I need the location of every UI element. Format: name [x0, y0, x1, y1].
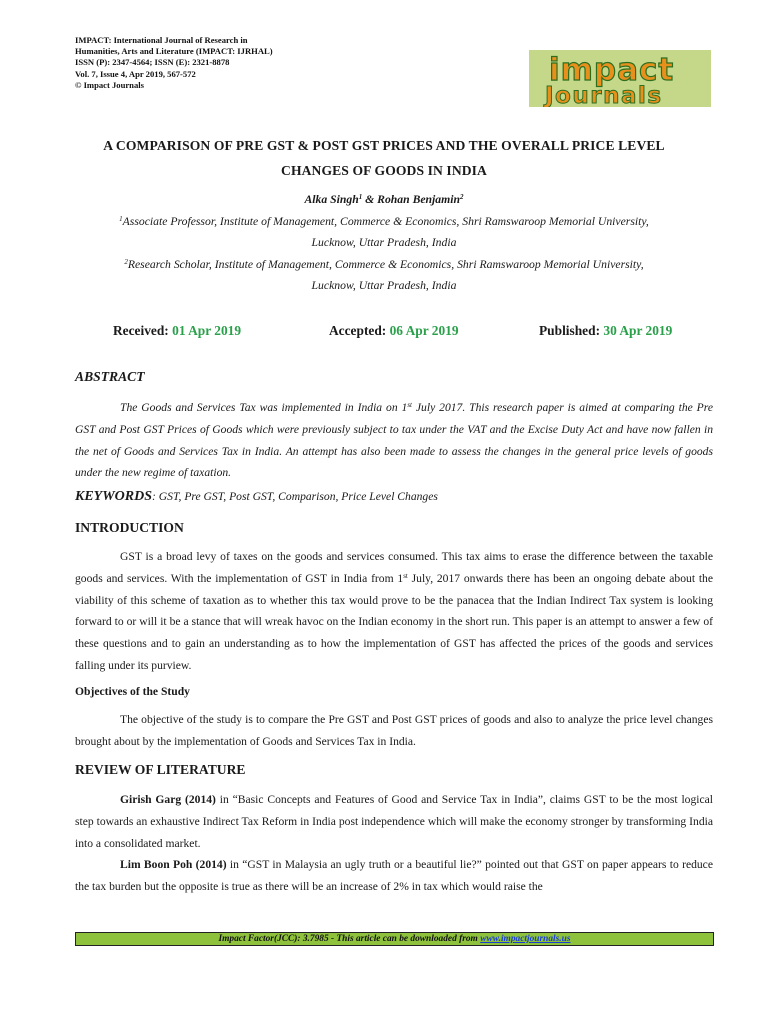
accepted-value: 06 Apr 2019 [389, 323, 459, 338]
logo-graphic [529, 50, 711, 107]
accepted-date [329, 323, 459, 339]
logo-word-impact: impact [549, 52, 675, 88]
review-2-author: Lim Boon Poh (2014) [120, 858, 227, 871]
received-label: Received: [113, 323, 173, 338]
abstract-body [75, 397, 713, 484]
introduction-body [75, 546, 713, 677]
affiliation-1-line1: Associate Professor, Institute of Management, Commerce & Economics, Shri Ramswaroop Memorial University, [122, 215, 649, 228]
journal-name-cont: Humanities, Arts and Literature (IMPACT: IJRHAL) [75, 46, 273, 57]
impact-journals-logo [529, 50, 711, 107]
introduction-text-b: July, 2017 onwards there has been an ongoing debate about the viability of this scheme of taxation as to whether this tax would prove to be the panacea that the Indian Indirect Tax system is looking forward to or will it be a stance that will wreak havoc on the Indian economy in the short run. This paper is an attempt to answer a few of these questions and to gain an understanding as to how the implementation of GST has affected the prices of the goods and services falling under its purview. [75, 571, 713, 672]
objectives-body [75, 709, 713, 753]
journal-name: IMPACT: International Journal of Research in [75, 35, 248, 45]
author-separator: & [362, 193, 378, 206]
journal-copyright: © Impact Journals [75, 79, 144, 90]
introduction-heading: INTRODUCTION [75, 520, 184, 535]
logo-word-journals: Journals [545, 83, 663, 107]
published-value: 30 Apr 2019 [603, 323, 673, 338]
accepted-label: Accepted: [329, 323, 390, 338]
abstract-text-a: The Goods and Services Tax was implemented in India on 1 [120, 401, 408, 414]
footer-link[interactable]: www.impactjournals.us [480, 934, 571, 944]
received-date [113, 323, 241, 339]
review-1-author: Girish Garg (2014) [120, 793, 216, 806]
keywords-label: KEYWORDS [75, 489, 153, 504]
review-1-text: in “Basic Concepts and Features of Good and Service Tax in India”, claims GST to be the most logical step towards an exhaustive Indirect Tax Reform in India post independence which will make the economy stronger by transforming India into a consolidated market. [75, 793, 713, 850]
paper-title-line1: A COMPARISON OF PRE GST & POST GST PRICES AND THE OVERALL PRICE LEVEL [103, 138, 665, 153]
review-heading: REVIEW OF LITERATURE [75, 762, 246, 777]
authors [60, 193, 708, 206]
affiliation-1-location: Lucknow, Uttar Pradesh, India [311, 236, 457, 249]
author-1: Alka Singh [304, 193, 359, 206]
introduction-sup: st [403, 571, 408, 580]
abstract-heading: ABSTRACT [75, 369, 145, 384]
paper-title-line2: CHANGES OF GOODS IN INDIA [281, 163, 487, 178]
journal-issn: ISSN (P): 2347-4564; ISSN (E): 2321-8878 [75, 57, 230, 68]
introduction-text-a: GST is a broad levy of taxes on the goods and services consumed. This tax aims to erase the difference between the taxable goods and services. With the implementation of GST in India from 1 [75, 550, 713, 585]
affiliation-2-sup: 2 [124, 258, 128, 266]
received-value: 01 Apr 2019 [172, 323, 242, 338]
review-paragraph-1 [75, 789, 713, 854]
objectives-text: The objective of the study is to compare the Pre GST and Post GST prices of goods and also to analyze the price level changes brought about by the implementation of Goods and Services Tax in India. [75, 713, 713, 748]
author-1-sup: 1 [358, 193, 363, 201]
published-date [539, 323, 672, 339]
keywords-text: : GST, Pre GST, Post GST, Comparison, Price Level Changes [152, 490, 438, 503]
journal-info [75, 35, 273, 91]
footer-text: Impact Factor(JCC): 3.7985 - This article can be downloaded from [218, 934, 481, 944]
keywords [75, 489, 438, 505]
affiliation-2-line1: Research Scholar, Institute of Management, Commerce & Economics, Shri Ramswaroop Memorial University, [127, 258, 644, 271]
author-2: Rohan Benjamin [377, 193, 460, 206]
affiliation-1-sup: 1 [119, 215, 123, 223]
affiliation-2-location: Lucknow, Uttar Pradesh, India [311, 279, 457, 292]
review-paragraph-2 [75, 854, 713, 898]
abstract-sup: st [407, 401, 412, 409]
affiliation-2 [60, 258, 708, 271]
affiliation-1 [60, 215, 708, 228]
author-2-sup: 2 [460, 193, 464, 201]
objectives-heading: Objectives of the Study [75, 685, 190, 698]
footer-banner [75, 932, 714, 946]
review-2-text: in “GST in Malaysia an ugly truth or a beautiful lie?” pointed out that GST on paper appears to reduce the tax burden but the opposite is true as there will be an increase of 2% in tax which would raise the [75, 858, 713, 893]
abstract-text-b: July 2017. This research paper is aimed at comparing the Pre GST and Post GST Prices of Goods which were previously subject to tax under the VAT and the Excise Duty Act and have now fallen in the net of Goods and Services Tax in India. An attempt has also been made to assess the changes in the general price levels of goods under the new regime of taxation. [75, 401, 713, 480]
published-label: Published: [539, 323, 604, 338]
journal-volume: Vol. 7, Issue 4, Apr 2019, 567-572 [75, 68, 196, 79]
